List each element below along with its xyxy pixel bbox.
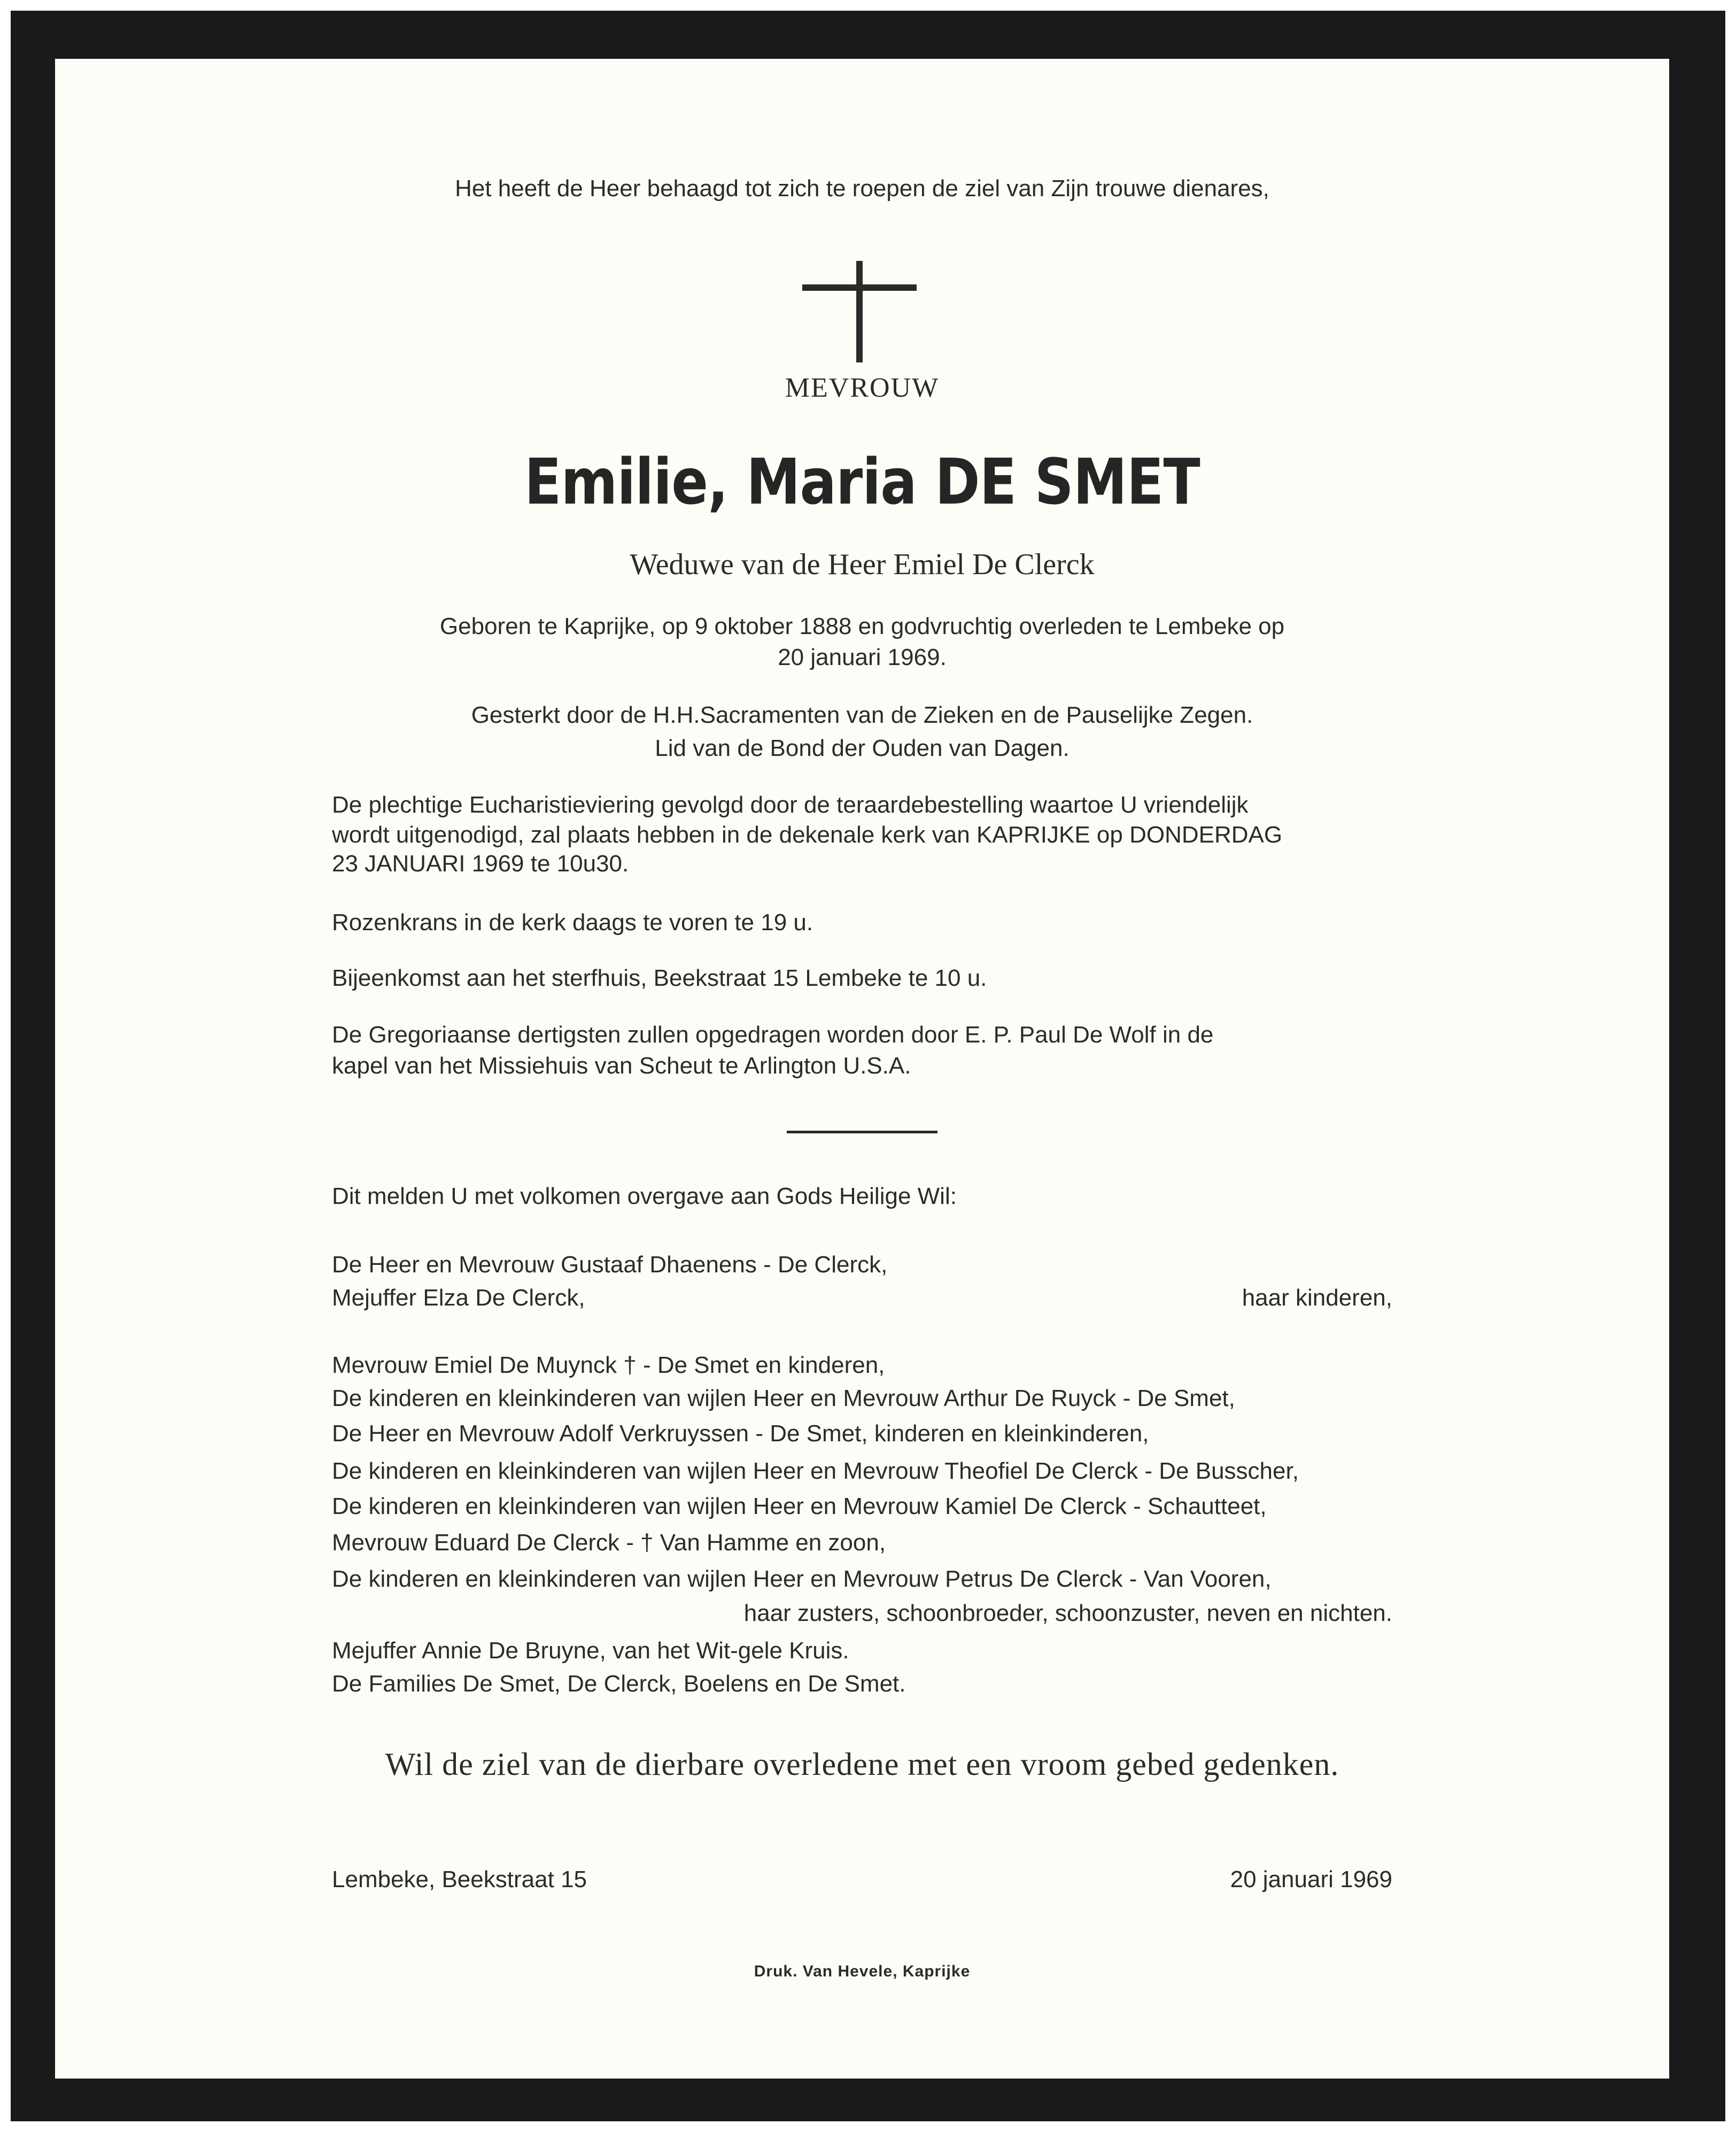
title-mevrouw: MEVROUW	[785, 373, 940, 403]
children-line-1: De Heer en Mevrouw Gustaaf Dhaenens - De Clerck,	[332, 1252, 888, 1278]
ceremony-line-3: 23 JANUARI 1969 te 10u30.	[332, 851, 629, 877]
deceased-name: Emilie, Maria DE SMET	[524, 445, 1200, 519]
relative-line: De Heer en Mevrouw Adolf Verkruyssen - De Smet, kinderen en kleinkinderen,	[332, 1420, 1149, 1447]
gregorian-line-1: De Gregoriaanse dertigsten zullen opgedragen worden door E. P. Paul De Wolf in de	[332, 1022, 1214, 1048]
announce-line: Dit melden U met volkomen overgave aan Gods Heilige Wil:	[332, 1183, 957, 1209]
relative-line: De kinderen en kleinkinderen van wijlen Heer en Mevrouw Arthur De Ruyck - De Smet,	[332, 1385, 1235, 1411]
gregorian-line-2: kapel van het Missiehuis van Scheut te Arlington U.S.A.	[332, 1053, 911, 1079]
relative-line: haar zusters, schoonbroeder, schoonzuster, neven en nichten.	[743, 1600, 1392, 1626]
gathering-line: Bijeenkomst aan het sterfhuis, Beekstraat 15 Lembeke te 10 u.	[332, 965, 987, 991]
prayer-line: Wil de ziel van de dierbare overledene met een vroom gebed gedenken.	[385, 1747, 1339, 1782]
ceremony-line-2: wordt uitgenodigd, zal plaats hebben in de dekenale kerk van KAPRIJKE op DONDERDAG	[332, 822, 1283, 848]
death-notice-card	[55, 59, 1669, 2079]
born-line-1: Geboren te Kaprijke, op 9 oktober 1888 en godvruchtig overleden te Lembeke op	[439, 613, 1285, 639]
printer-credit: Druk. Van Hevele, Kaprijke	[754, 1963, 971, 1980]
fortified-line-2: Lid van de Bond der Ouden van Dagen.	[655, 735, 1070, 761]
intro-text: Het heeft de Heer behaagd tot zich te roepen de ziel van Zijn trouwe dienares,	[455, 175, 1269, 202]
relative-line: Mevrouw Eduard De Clerck - † Van Hamme en zoon,	[332, 1530, 886, 1556]
separator-line	[787, 1131, 937, 1133]
relative-line: De kinderen en kleinkinderen van wijlen Heer en Mevrouw Petrus De Clerck - Van Vooren,	[332, 1566, 1272, 1592]
rosary-line: Rozenkrans in de kerk daags te voren te 19 u.	[332, 909, 813, 936]
relative-line: De kinderen en kleinkinderen van wijlen Heer en Mevrouw Kamiel De Clerck - Schautteet,	[332, 1493, 1267, 1519]
relative-line: De Families De Smet, De Clerck, Boelens en De Smet.	[332, 1671, 906, 1697]
ceremony-line-1: De plechtige Eucharistieviering gevolgd door de teraardebestelling waartoe U vriendelijk	[332, 792, 1249, 818]
date-line: 20 januari 1969	[1230, 1866, 1392, 1892]
cross-icon	[802, 261, 917, 362]
relative-line: De kinderen en kleinkinderen van wijlen Heer en Mevrouw Theofiel De Clerck - De Busscher,	[332, 1458, 1299, 1484]
born-line-2: 20 januari 1969.	[778, 644, 947, 670]
relative-line: Mejuffer Annie De Bruyne, van het Wit-gele Kruis.	[332, 1637, 849, 1664]
children-line-2: Mejuffer Elza De Clerck,	[332, 1285, 585, 1311]
widow-of: Weduwe van de Heer Emiel De Clerck	[630, 548, 1095, 581]
fortified-line-1: Gesterkt door de H.H.Sacramenten van de Zieken en de Pauselijke Zegen.	[471, 702, 1253, 728]
children-role: haar kinderen,	[1242, 1285, 1392, 1311]
address-line: Lembeke, Beekstraat 15	[332, 1866, 587, 1892]
relative-line: Mevrouw Emiel De Muynck † - De Smet en kinderen,	[332, 1352, 885, 1378]
